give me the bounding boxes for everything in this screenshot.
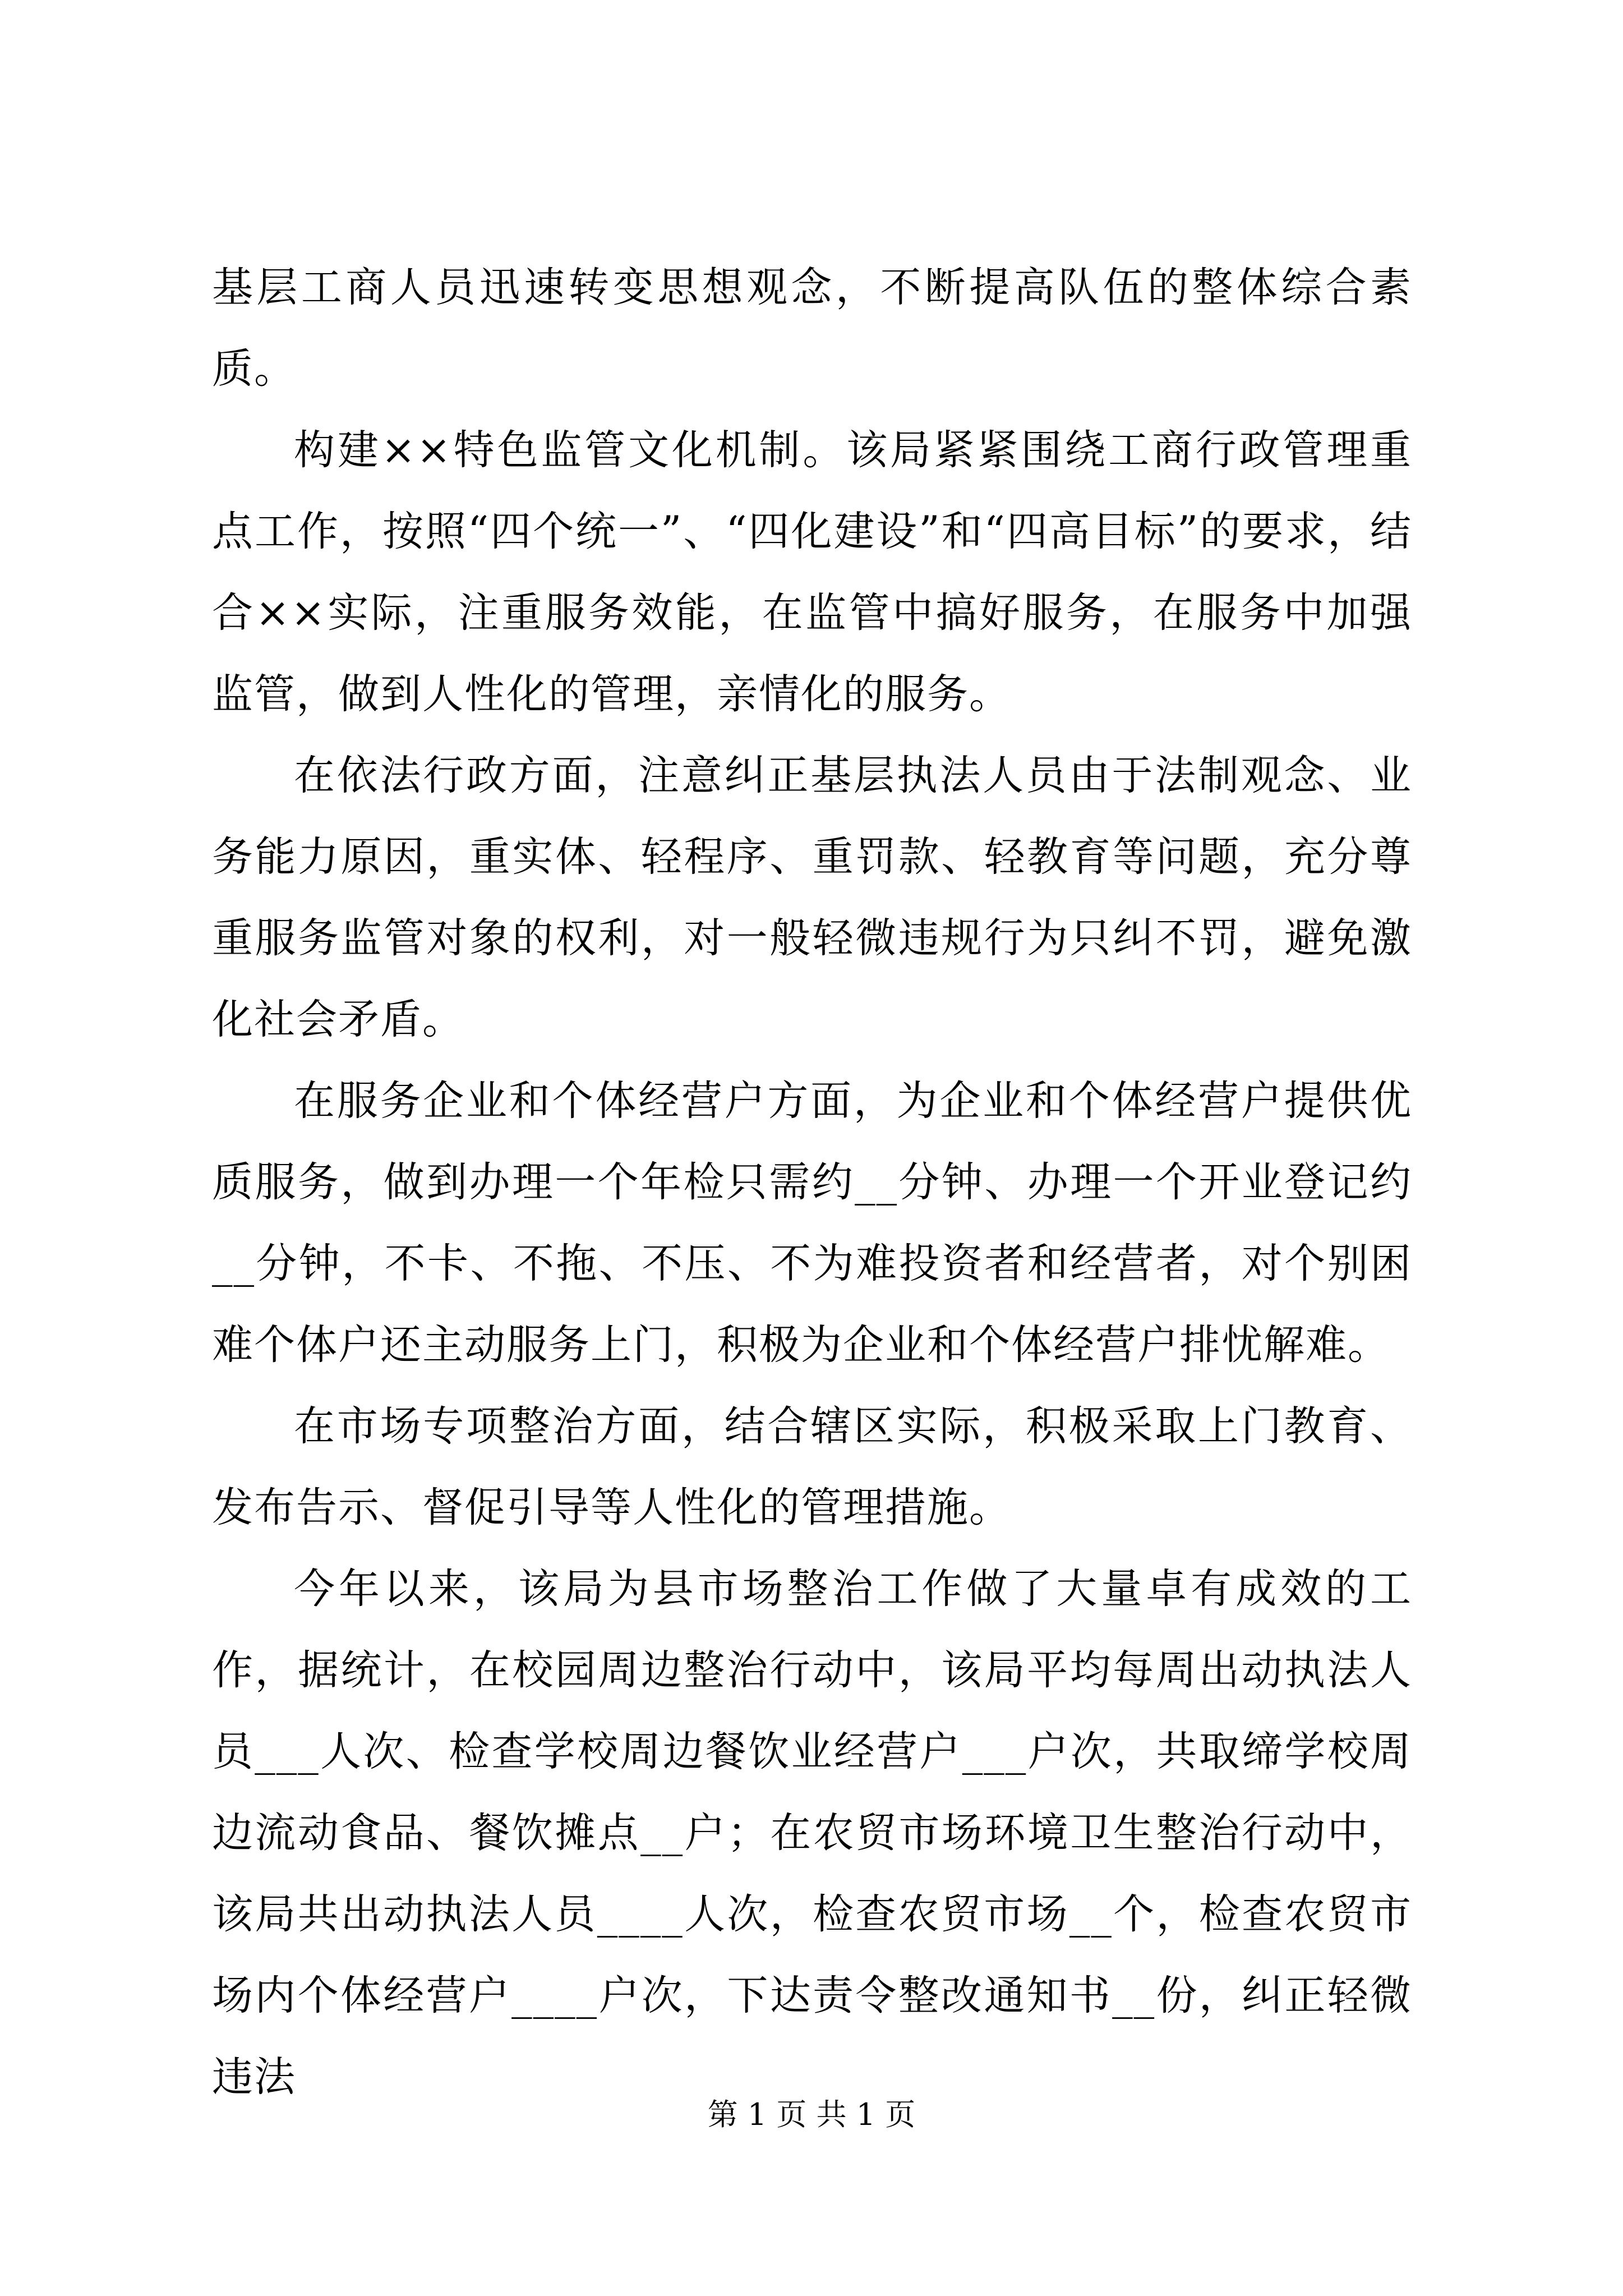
paragraph-continuation: 基层工商人员迅速转变思想观念，不断提高队伍的整体综合素质。 [212,264,1412,393]
paragraph: 在市场专项整治方面，结合辖区实际，积极采取上门教育、发布告示、督促引导等人性化的管理措施。 [212,1402,1412,1531]
page-footer: 第 1 页 共 1 页 [707,2097,916,2132]
paragraph: 今年以来，该局为县市场整治工作做了大量卓有成效的工作，据统计，在校园周边整治行动中，该局平均每周出动执法人员___人次、检查学校周边餐饮业经营户___户次，共取缔学校周边流动食品、餐饮摊点__户；在农贸市场环境卫生整治行动中，该局共出动执法人员____人次，检查农贸市场__个，检查农贸市场内个体经营户____户次，下达责令整改通知书__份，纠正轻微违法 [212,1565,1412,2101]
paragraph: 在服务企业和个体经营户方面，为企业和个体经营户提供优质服务，做到办理一个年检只需约__分钟、办理一个开业登记约__分钟，不卡、不拖、不压、不为难投资者和经营者，对个别困难个体户还主动服务上门，积极为企业和个体经营户排忧解难。 [212,1077,1412,1369]
document-body [212,247,1412,2118]
paragraph: 构建××特色监管文化机制。该局紧紧围绕工商行政管理重点工作，按照“四个统一”、“四化建设”和“四高目标”的要求，结合××实际，注重服务效能，在监管中搞好服务，在服务中加强监管，做到人性化的管理，亲情化的服务。 [212,426,1412,718]
paragraph: 在依法行政方面，注意纠正基层执法人员由于法制观念、业务能力原因，重实体、轻程序、重罚款、轻教育等问题，充分尊重服务监管对象的权利，对一般轻微违规行为只纠不罚，避免激化社会矛盾。 [212,752,1412,1043]
